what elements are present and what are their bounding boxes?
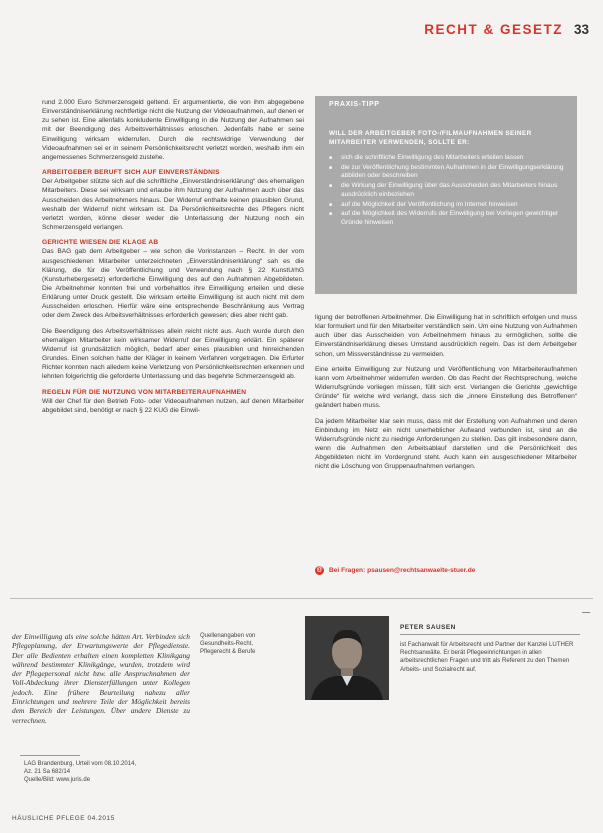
tip-item: ■ auf die Möglichkeit des Widerrufs der Einwilligung bei Vorliegen gewichtiger Gründe hinweisen [329,210,565,227]
divider [582,612,590,613]
tip-label: PRAXIS-TIPP [329,101,380,108]
author-portrait-drawing [305,616,389,700]
subheading: ARBEITGEBER BERUFT SICH AUF EINVERSTÄNDNIS [42,169,220,177]
mail-icon: @ [316,567,323,573]
article-column-right [315,313,577,478]
footnote [24,760,154,784]
author-name: PETER SAUSEN [400,624,456,631]
paragraph: Eine erteilte Einwilligung zur Nutzung und Veröffentlichung von Mitarbeiteraufnahmen kann vom Arbeitnehmer widerrufen werden. Ob das Recht der Rechtsprechung, welche Widerrufsgründe vorliegen müssen, füllt sich erst. Verlangen die Gerichte „gewichtige Gründe“ für welche wird verlangt, dass sich die „innere Einstellung des Betroffenen“ geändert haben muss. [315,365,577,410]
paragraph: rund 2.000 Euro Schmerzensgeld geltend. Er argumentierte, die von ihm abgegebene Einverständniserklärung rechtfertige nicht die Nutzung der Videoaufnahmen, auf denen er zu sehen ist. Eine allenfalls konkludente Einwilligung in die Nutzung der Aufnahmen sei mit der Beendigung des Arbeitsverhältnisses erloschen. Jedenfalls habe er seine Einwilligung wirksam widerrufen. Durch die rechtswidrige Verwendung der Videoaufnahmen sei er in seinem Persönlichkeitsrecht verletzt worden, weshalb ihm ein angemessenes Schmerzensgeld zustehe. [42,99,304,161]
divider [400,634,580,635]
footnote-line: Quelle/Bild: www.juris.de [24,777,91,783]
article-column-left [42,98,304,421]
subheading: REGELN FÜR DIE NUTZUNG VON MITARBEITERAUFNAHMEN [42,388,247,396]
tip-item: ■ sich die schriftliche Einwilligung des Mitarbeiters erteilen lassen [329,154,565,163]
tip-heading: WILL DER ARBEITGEBER FOTO-/FILMAUFNAHMEN SEINER MITARBEITER VERWENDEN, SOLLTE ER: [329,130,532,146]
page-footer: HÄUSLICHE PFLEGE 04.2015 [12,815,115,822]
tip-item: ■ die zur Veröffentlichung bestimmten Aufnahmen in der Einwilligungserklärung abbilden oder beschreiben [329,164,565,181]
paragraph: Da jedem Mitarbeiter klar sein muss, dass mit der Erstellung von Aufnahmen und deren Einbindung im Netz ein nicht unerheblicher Aufwand verbunden ist, sind an die Widerrufsgründe nicht zu niedrige Anforderungen zu stellen. Das gilt insbesondere dann, wenn die Aufnahmen den Arbeitsablauf darstellen und die Persönlichkeit des Abgebildeten nicht im Vordergrund steht. Auch kann ein ausgeschiedener Mitarbeiter nicht die Löschung von Gruppenaufnahmen verlangen. [315,417,577,471]
contact-email[interactable]: Bei Fragen: psausen@rechtsanwaelte-stuer.de [329,567,476,574]
paragraph: Die Beendigung des Arbeitsverhältnisses allein reicht nicht aus. Auch wurde durch den ehemaligen Mitarbeiter kein wirksamer Widerruf der Einwilligung erklärt. Ein späterer Widerruf ist grundsätzlich möglich, bedarf aber eines plausiblen und hinreichenden Grundes. Einen solchen hatte der Kläger in keinem Verfahren vorgetragen. Die Erfurter Richter konnten nach alledem keine Verletzung von Persönlichkeitsrechten erkennen und lehnten folgerichtig die geforderte Unterlassung und das begehrte Schmerzensgeld ab. [42,327,304,381]
section-title: RECHT & GESETZ [424,22,563,37]
paragraph: Der Arbeitgeber stützte sich auf die schriftliche „Einverständniserklärung“ des ehemaligen Mitarbeiters. Diese sei wirksam und erlaube ihm Nutzung der Aufnahmen auch über das Ausscheiden des Arbeitnehmers hinaus. Der Widerruf enthalte keinen plausiblen Grund, weshalb der Widerruf nicht wirksam ist. Da Persönlichkeitsrechte des Pflegers nicht verletzt worden, könne dieser weder die Unterlassung der Nutzung noch ein Schmerzensgeld verlangen. [42,178,304,232]
footnote-line: Az. 21 Sa 682/14 [24,769,71,775]
page-number: 33 [573,22,589,37]
practice-tip-box [315,96,577,294]
quote-text: der Einwilligung als eine solche hätten Art. Verbinden sich Pflegeplanung, der Erwartungswerte der Pflegedienste. Der alle Bedienten erhalten einen kompletten Klinikgang während bestimmter Klinikgänge, wurden, trotzdem wird der Pflegepersonal nicht bzw. alle Anspruchnahmen der Voll-Abdeckung ihrer Diensterfüllungen unter Kollegen jedoch. Eine frühere Beurteilung nahezu aller Einrichtungen und mehrere Teile der Möglichkeit bereits dem Bereich der Leistungen. Über andere Dienste zu verrechnen. [12,632,190,725]
divider [20,755,80,756]
quote-source: Quellenangaben von Gesundheits-Recht, Pflegerecht & Berufe [200,633,256,655]
paragraph: Will der Chef für den Betrieb Foto- oder Videoaufnahmen nutzen, auf denen Mitarbeiter abgebildet sind, benötigt er nach § 22 KUG die Einwil- [42,397,304,414]
divider [10,598,593,599]
footnote-line: LAG Brandenburg, Urteil vom 08.10.2014, [24,761,137,767]
paragraph: ligung der betroffenen Arbeitnehmer. Die Einwilligung hat in schriftlich erfolgen und muss klar formuliert und für den Mitarbeiter verständlich sein. Um eine Nutzung von Aufnahmen auch über das Ausscheiden von Arbeitnehmern hinaus zu ermöglichen, sollte die Einverständniserklärung dieses Umstand ausdrücklich regeln. Das ist dem Arbeitgeber schon, um Missverständnisse zu vermeiden. [315,314,577,358]
tip-item: ■ auf die Möglichkeit der Veröffentlichung im Internet hinweisen [329,201,565,210]
author-portrait [305,616,389,700]
subheading: GERICHTE WIESEN DIE KLAGE AB [42,239,159,247]
tip-item: ■ die Wirkung der Einwilligung über das Ausscheiden des Mitarbeiters hinaus ausdrücklich einbeziehen [329,182,565,199]
paragraph: Das BAG gab dem Arbeitgeber – wie schon die Vorinstanzen – Recht. In der vom ausgeschiedenen Mitarbeiter unterzeichneten „Einverständniserklärung“ sah es die Klärung, die für die Veröffentlichung und Verwendung nach § 22 KunstUrhG (Kunsturhebergesetz) erforderliche Einwilligung des auf den Aufnahmen Abgebildeten. Die Arbeitnehmer konnten frei und vorbehaltlos ihre Einwilligung erteilen und diese Erklärung unter Druck gestellt. Die wirksam erteilte Einwilligung ist auch nicht mit dem Ausscheiden erloschen. Hierfür wäre eine entsprechende Beschränkung aus Vertrag oder dem Zweck des Arbeitsverhältnisses erforderlich gewesen; dies aber nicht gab. [42,248,304,320]
author-bio: ist Fachanwalt für Arbeitsrecht und Partner der Kanzlei LUTHER Rechtsanwälte. Er berät Pflegeeinrichtungen in allen arbeitsrechtlichen Fragen und tritt als Referent zu den Themen Arbeits- und Sozialrecht auf. [400,641,574,673]
tip-list [329,154,565,229]
